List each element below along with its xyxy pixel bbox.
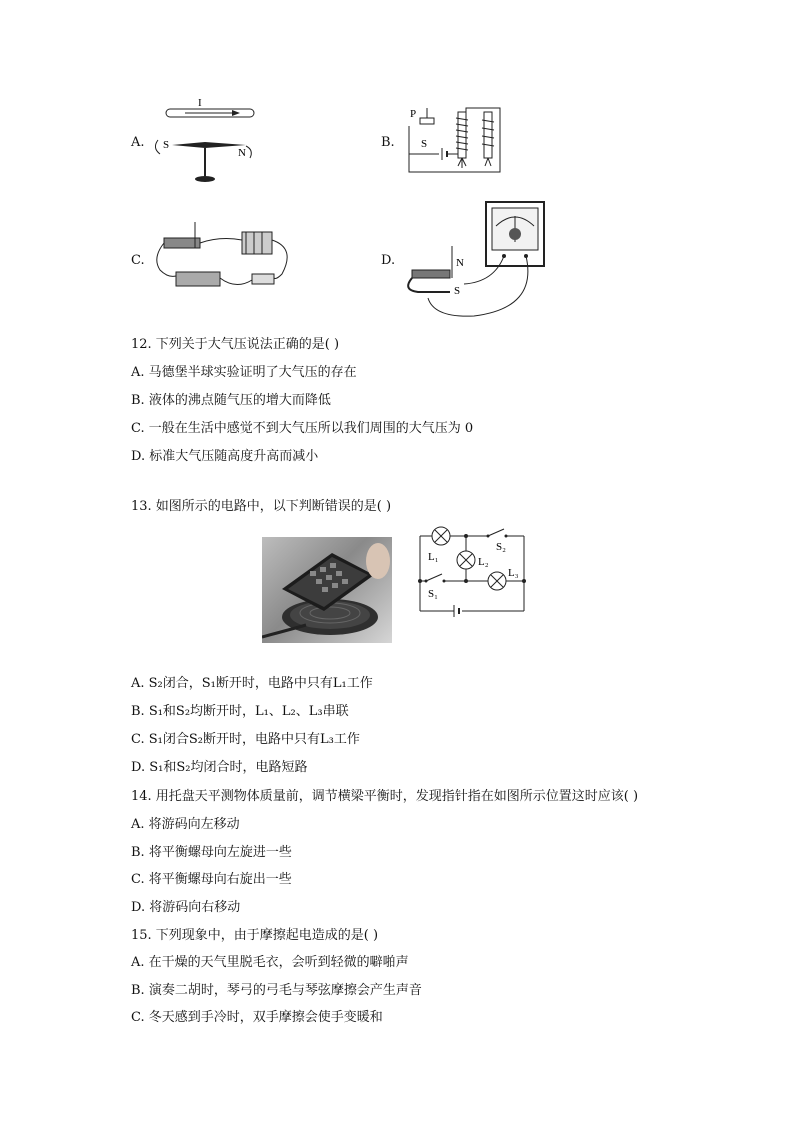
option-d-letter: D.: [381, 253, 396, 268]
south-pole-label: S: [163, 139, 170, 151]
current-label: I: [198, 97, 202, 109]
figure-electromagnet-circuit: [404, 104, 512, 178]
q13-circuit-diagram: [412, 525, 532, 621]
svg-text:S: S: [454, 285, 461, 297]
wireless-charger-photo: [262, 537, 392, 643]
q15-option-c: C. 冬天感到手冷时，双手摩擦会使手变暖和: [131, 1010, 383, 1025]
q13-stem: 13. 如图所示的电路中，以下判断错误的是( ): [131, 499, 392, 514]
figure-oersted-experiment: [150, 96, 270, 188]
q15-option-a: A. 在干燥的天气里脱毛衣，会听到轻微的噼啪声: [131, 955, 409, 970]
q12-stem: 12. 下列关于大气压说法正确的是( ): [131, 337, 340, 352]
label-l3: L₃: [508, 567, 519, 579]
q14-option-b: B. 将平衡螺母向左旋进一些: [131, 845, 292, 860]
q12-option-d: D. 标准大气压随高度升高而减小: [131, 449, 319, 464]
label-l2: L₂: [478, 556, 489, 568]
q13-option-a: A. S₂闭合，S₁断开时，电路中只有L₁工作: [131, 676, 373, 691]
label-l1: L₁: [428, 551, 439, 563]
q13-option-c: C. S₁闭合S₂断开时，电路中只有L₃工作: [131, 732, 360, 747]
q12-option-a: A. 马德堡半球实验证明了大气压的存在: [131, 365, 357, 380]
label-s1: S₁: [428, 588, 438, 600]
north-pole-label: N: [238, 147, 246, 159]
svg-text:S: S: [421, 138, 428, 150]
label-s2: S₂: [496, 541, 506, 553]
option-a-letter: A.: [131, 135, 145, 150]
q14-stem: 14. 用托盘天平测物体质量前，调节横梁平衡时，发现指针指在如图所示位置这时应该( ): [131, 789, 639, 804]
option-c-letter: C.: [131, 253, 145, 268]
q15-option-b: B. 演奏二胡时，琴弓的弓毛与琴弦摩擦会产生声音: [131, 983, 422, 998]
q13-option-d: D. S₁和S₂均闭合时，电路短路: [131, 760, 308, 775]
svg-text:N: N: [456, 257, 464, 269]
svg-text:P: P: [410, 108, 417, 120]
q12-option-c: C. 一般在生活中感觉不到大气压所以我们周围的大气压为 0: [131, 421, 474, 436]
q13-option-b: B. S₁和S₂均断开时，L₁、L₂、L₃串联: [131, 704, 349, 719]
q15-stem: 15. 下列现象中，由于摩擦起电造成的是( ): [131, 928, 379, 943]
q14-option-d: D. 将游码向右移动: [131, 900, 241, 915]
q14-option-a: A. 将游码向左移动: [131, 817, 240, 832]
option-b-letter: B.: [381, 135, 395, 150]
q12-option-b: B. 液体的沸点随气压的增大而降低: [131, 393, 331, 408]
figure-induction-circuit: [150, 218, 298, 298]
figure-generator-galvanometer: [404, 198, 549, 320]
q14-option-c: C. 将平衡螺母向右旋出一些: [131, 872, 292, 887]
